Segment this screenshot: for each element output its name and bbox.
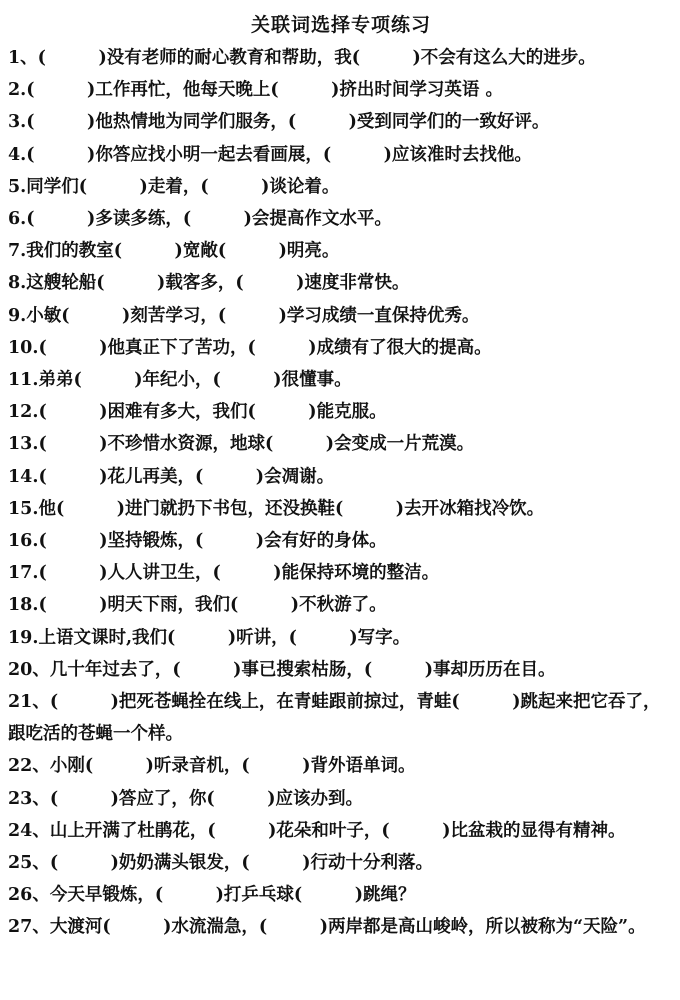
question-item-2: 2.( )工作再忙，他每天晚上( )挤出时间学习英语 。 [8,80,503,101]
question-item-11: 11.弟弟( )年纪小，( )很懂事。 [8,370,352,391]
question-item-7: 7.我们的教室( )宽敞( )明亮。 [8,241,340,262]
question-item-21: 21、( )把死苍蝇拴在线上，在青蛙跟前掠过，青蛙( )跳起来把它吞了，跟吃活的苍蝇一个样。 [8,692,661,745]
question-item-23: 23、( )答应了，你( )应该办到。 [8,788,363,809]
question-item-12: 12.( )困难有多大，我们( )能克服。 [8,402,387,423]
question-item-14: 14.( )花儿再美，( )会凋谢。 [8,466,335,487]
question-item-27: 27、大渡河( )水流湍急，( )两岸都是高山峻岭，所以被称为“天险”。 [8,917,646,938]
question-item-20: 20、几十年过去了，( )事已搜索枯肠，( )事却历历在目。 [8,659,556,680]
question-item-26: 26、今天早锻炼，( )打乒乓球( )跳绳？ [8,885,416,906]
question-item-5: 5.同学们( )走着，( )谈论着。 [8,176,340,197]
question-item-4: 4.( )你答应找小明一起去看画展，( )应该准时去找他。 [8,144,532,165]
question-item-25: 25、( )奶奶满头银发，( )行动十分利落。 [8,853,433,874]
question-item-8: 8.这艘轮船( )载客多，( )速度非常快。 [8,273,410,294]
question-item-10: 10.( )他真正下了苦功，( )成绩有了很大的提高。 [8,337,492,358]
question-item-1: 1、( )没有老师的耐心教育和帮助，我( )不会有这么大的进步。 [8,48,596,68]
question-item-16: 16.( )坚持锻炼，( )会有好的身体。 [8,531,387,552]
question-item-17: 17.( )人人讲卫生，( )能保持环境的整洁。 [8,563,440,584]
question-item-9: 9.小敏( )刻苦学习，( )学习成绩一直保持优秀。 [8,305,480,326]
question-item-6: 6.( )多读多练，( )会提高作文水平。 [8,209,392,230]
question-item-22: 22、小刚( )听录音机，( )背外语单词。 [8,756,416,777]
question-item-13: 13.( )不珍惜水资源，地球( )会变成一片荒漠。 [8,434,475,455]
question-item-19: 19.上语文课时,我们( )听讲，( )写字。 [8,627,411,648]
question-list [8,42,674,944]
question-item-15: 15.他( )进门就扔下书包，还没换鞋( )去开冰箱找冷饮。 [8,498,545,519]
page-title: 关联词选择专项练习 [250,14,431,36]
question-item-18: 18.( )明天下雨，我们( )不秋游了。 [8,595,387,616]
question-item-3: 3.( )他热情地为同学们服务，( )受到同学们的一致好评。 [8,112,550,133]
question-item-24: 24、山上开满了杜鹃花，( )花朵和叶子，( )比盆栽的显得有精神。 [8,820,626,841]
